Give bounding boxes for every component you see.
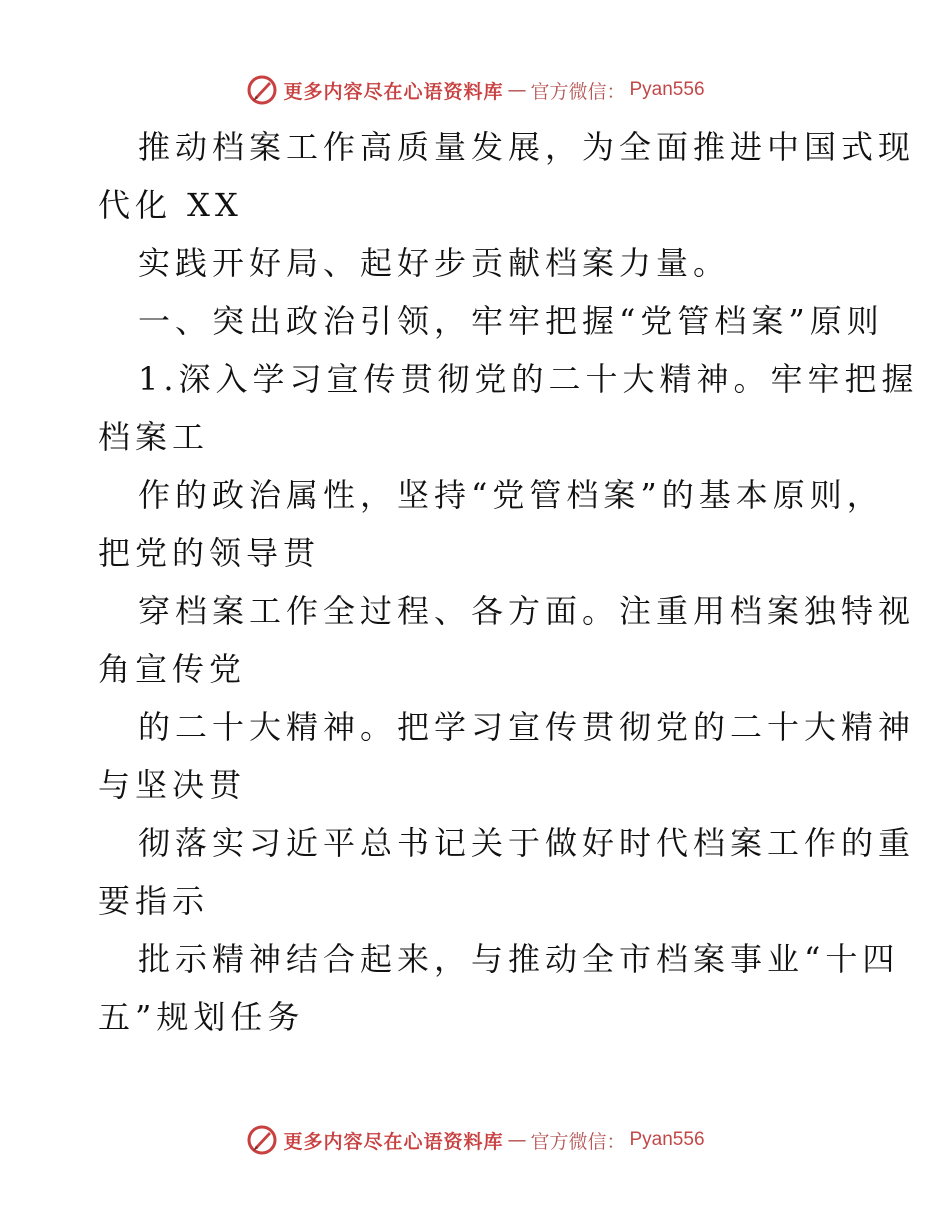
footer-watermark-banner [0, 1120, 950, 1160]
text-line: 要指示 [98, 882, 210, 920]
text-line: 五”规划任务 [98, 998, 305, 1036]
banner-wechat-id: Pyan556 [629, 1129, 705, 1150]
banner-wechat-label: 官方微信： [530, 1130, 626, 1153]
text-line: 作的政治属性，坚持“党管档案”的基本原则， [138, 476, 884, 514]
text-line: 角宣传党 [98, 650, 247, 688]
banner-title: 更多内容尽在心语资料库 [283, 80, 504, 103]
banner-separator: — [507, 1129, 527, 1151]
document-body [98, 118, 919, 1046]
banner-title: 更多内容尽在心语资料库 [283, 1130, 504, 1153]
text-line: 批示精神结合起来，与推动全市档案事业“十四 [138, 940, 900, 978]
text-line: 一、突出政治引领，牢牢把握“党管档案”原则 [138, 302, 884, 340]
text-line: 与坚决贯 [98, 766, 247, 804]
text-line: 彻落实习近平总书记关于做好时代档案工作的重 [138, 824, 916, 862]
text-line: 穿档案工作全过程、各方面。注重用档案独特视 [138, 592, 916, 630]
text-line: 代化 XX [98, 186, 243, 224]
text-line: 把党的领导贯 [98, 534, 321, 572]
banner-wechat-label: 官方微信： [530, 80, 626, 103]
quill-logo-icon [245, 73, 279, 107]
text-line: 推动档案工作高质量发展，为全面推进中国式现 [138, 128, 916, 166]
text-line: 实践开好局、起好步贡献档案力量。 [138, 244, 731, 282]
text-line: 1.深入学习宣传贯彻党的二十大精神。牢牢把握 [138, 360, 919, 398]
header-watermark-banner [0, 70, 950, 110]
text-line: 档案工 [98, 418, 210, 456]
banner-wechat-id: Pyan556 [629, 79, 705, 100]
text-line: 的二十大精神。把学习宣传贯彻党的二十大精神 [138, 708, 916, 746]
banner-separator: — [507, 79, 527, 101]
quill-logo-icon [245, 1123, 279, 1157]
